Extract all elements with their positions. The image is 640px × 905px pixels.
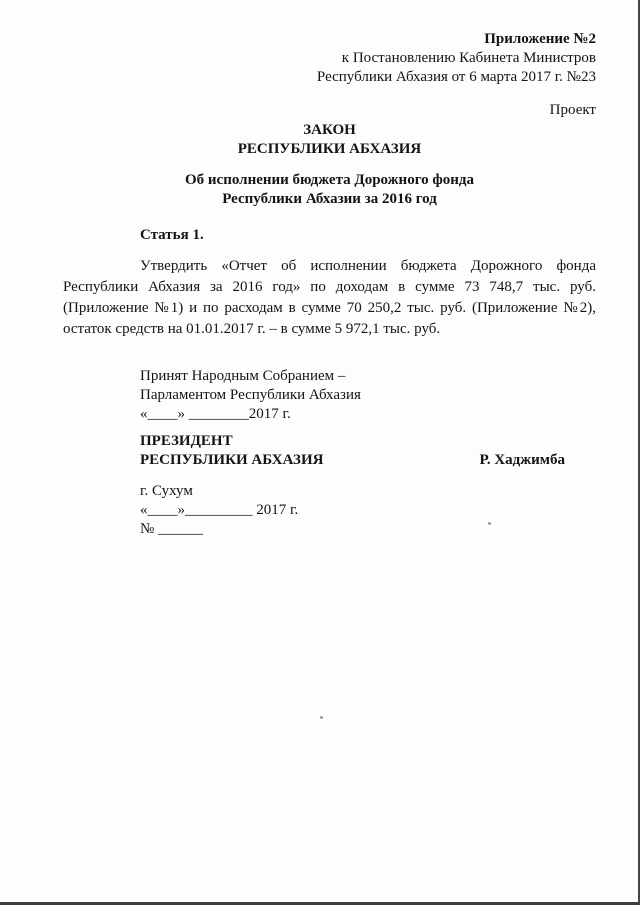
law-subtitle-line2: Республики Абхазии за 2016 год	[222, 191, 437, 207]
president-name: Р. Хаджимба	[479, 452, 565, 468]
annex-reference-line2: Республики Абхазия от 6 марта 2017 г. №23	[316, 69, 596, 85]
president-office-line2: РЕСПУБЛИКИ АБХАЗИЯ	[140, 452, 324, 468]
article-body-text: Утвердить «Отчет об исполнении бюджета Дорожного фонда Республики Абхазия за 2016 год» по доходам в сумме 73 748,7 тыс. руб. (Приложение №1) и по расходам в сумме 70 250,2 тыс. руб. (Приложение №2), остаток средств на 01.01.2017 г. – в сумме 5 972,1 тыс. руб.	[63, 258, 596, 337]
footer-number-blank: № ______	[140, 521, 204, 537]
draft-label: Проект	[549, 102, 596, 118]
president-office-line1: ПРЕЗИДЕНТ	[140, 433, 233, 449]
footer-block	[140, 482, 596, 539]
annex-title: Приложение №2	[484, 31, 596, 47]
law-subtitle	[63, 171, 596, 209]
article-heading: Статья 1.	[140, 227, 204, 243]
law-title-line2: РЕСПУБЛИКИ АБХАЗИЯ	[237, 141, 422, 157]
scan-speck	[320, 716, 323, 719]
footer-city: г. Сухум	[140, 483, 193, 499]
president-office	[140, 432, 323, 470]
signature-row	[140, 432, 596, 470]
annex-header	[63, 30, 596, 87]
law-subtitle-line1: Об исполнении бюджета Дорожного фонда	[185, 172, 474, 188]
law-title-line1: ЗАКОН	[303, 122, 356, 138]
law-title	[63, 121, 596, 159]
annex-reference-line1: к Постановлению Кабинета Министров	[341, 50, 596, 66]
adoption-line1: Принят Народным Собранием –	[140, 368, 346, 384]
scan-speck	[488, 522, 491, 525]
adoption-date-blank: «____» ________2017 г.	[140, 406, 291, 422]
footer-date-blank: «____»_________ 2017 г.	[140, 502, 299, 518]
adoption-line2: Парламентом Республики Абхазия	[140, 387, 361, 403]
adoption-block	[140, 367, 596, 424]
